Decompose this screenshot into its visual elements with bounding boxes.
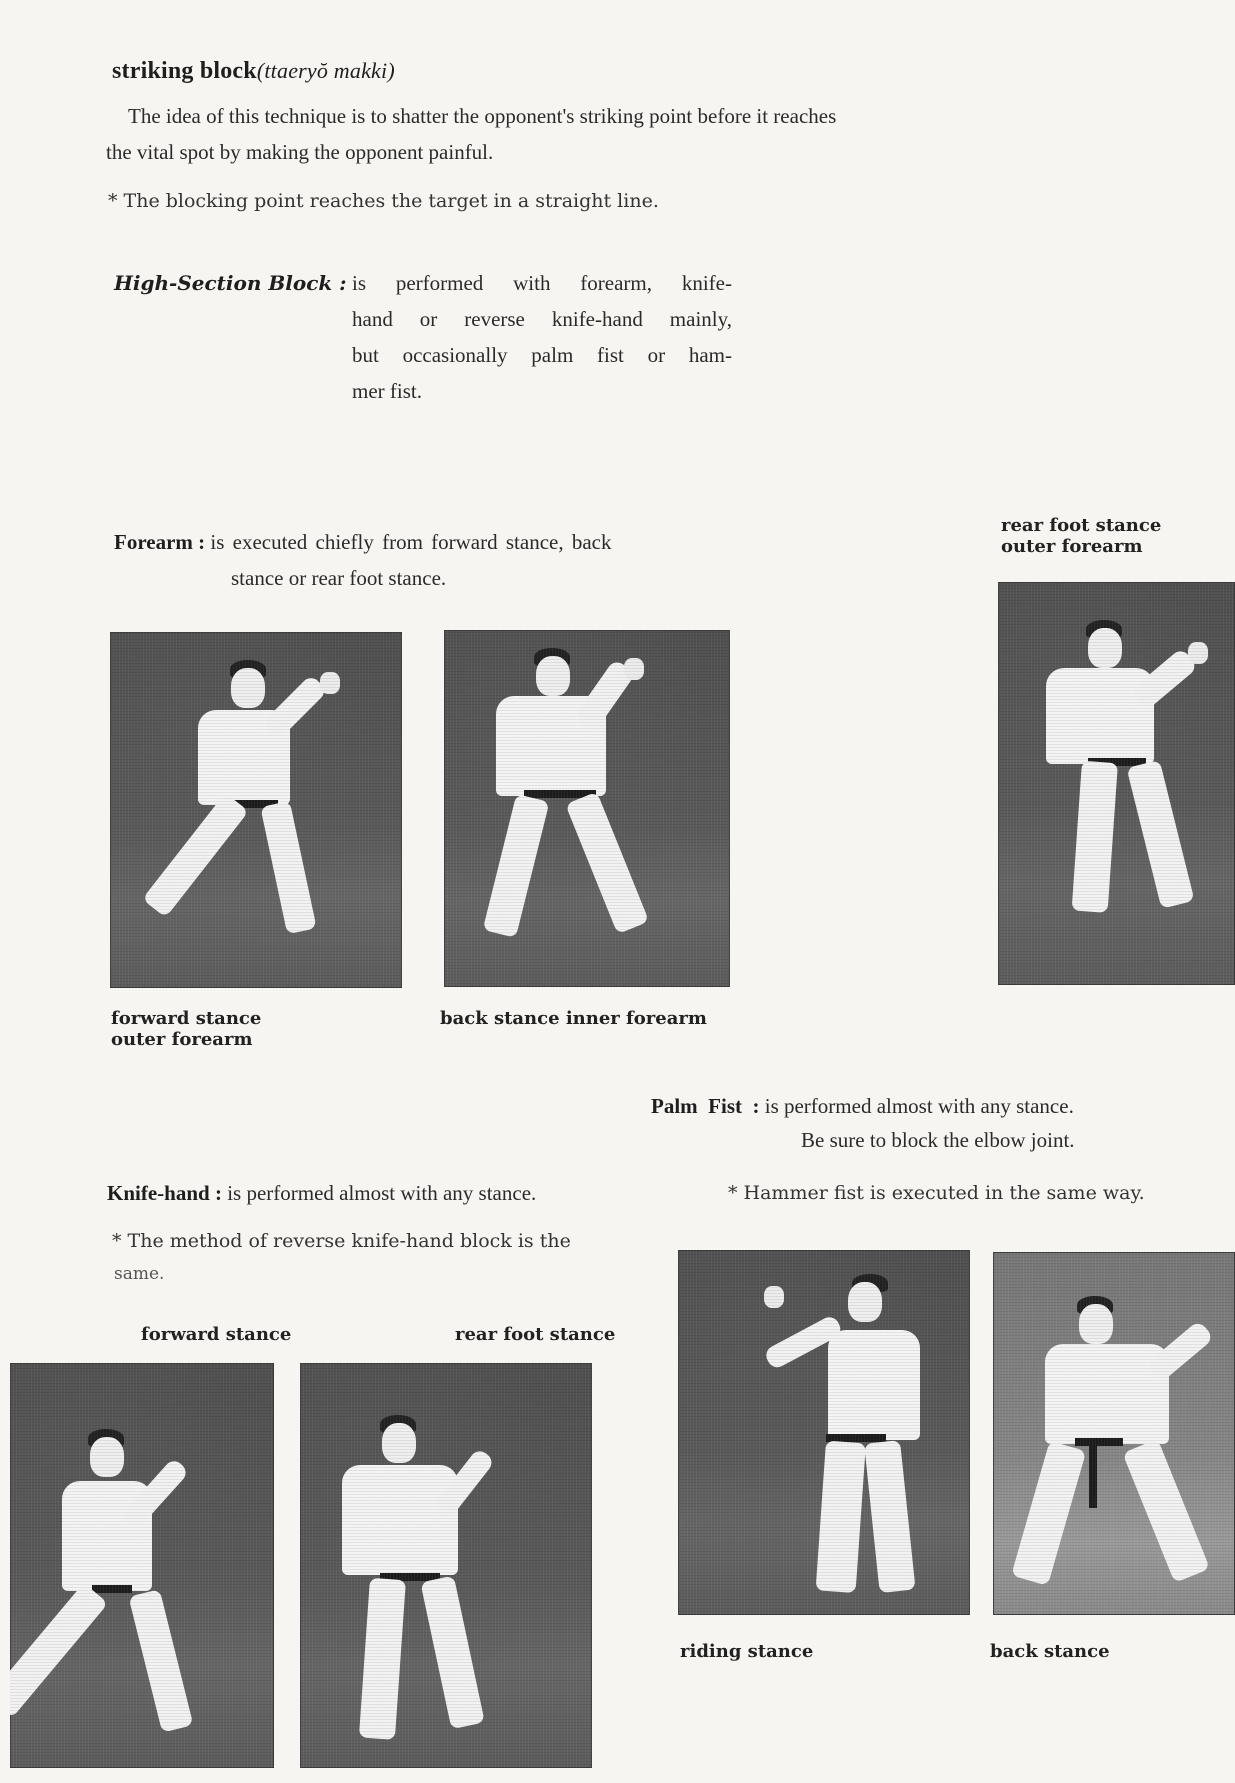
photo-rear-foot-stance-outer-forearm	[998, 582, 1235, 985]
photo-back-stance-inner-forearm	[444, 630, 730, 987]
karate-figure	[444, 630, 730, 987]
section-title-romanized: (ttaeryŏ makki)	[256, 58, 395, 83]
section-title-text: striking block	[112, 58, 257, 84]
karate-figure	[10, 1363, 274, 1768]
palm-fist-line-1	[651, 1088, 1074, 1124]
forearm-line-1	[114, 524, 611, 560]
high-section-line: is performed with forearm, knife-	[352, 271, 732, 295]
photo-caption-rear-foot-outer-forearm	[1001, 515, 1161, 557]
palm-fist-line-2: Be sure to block the elbow joint.	[801, 1128, 1075, 1152]
forearm-line-2: stance or rear foot stance.	[231, 566, 447, 590]
intro-line-2: the vital spot by making the opponent painful.	[106, 140, 494, 164]
high-section-description	[352, 265, 732, 409]
high-section-line: hand or reverse knife-hand mainly,	[352, 307, 732, 331]
high-section-term-text: High-Section Block :	[114, 271, 347, 295]
photo-caption-forward-outer-forearm	[111, 1008, 261, 1050]
intro-note: * The blocking point reaches the target in a straight line.	[108, 190, 659, 212]
photo-caption-riding-stance: riding stance	[680, 1641, 814, 1662]
palm-fist-text: is performed almost with any stance.	[764, 1094, 1074, 1118]
photo-palm-fist-back-stance	[993, 1252, 1235, 1615]
knife-hand-term: Knife-hand :	[107, 1181, 222, 1205]
photo-caption-knife-forward: forward stance	[141, 1324, 292, 1345]
photo-palm-fist-riding-stance	[678, 1250, 970, 1615]
caption-line: forward stance	[111, 1008, 262, 1029]
photo-knife-hand-rear-foot-stance	[300, 1363, 592, 1768]
karate-figure	[300, 1363, 592, 1768]
karate-figure	[998, 582, 1235, 985]
caption-line: outer forearm	[1001, 536, 1143, 557]
section-title	[112, 58, 395, 85]
forearm-term: Forearm :	[114, 530, 206, 554]
high-section-term	[114, 265, 347, 301]
palm-fist-note: * Hammer fist is executed in the same way.	[728, 1182, 1145, 1204]
high-section-line: mer fist.	[352, 379, 422, 403]
high-section-line: but occasionally palm fist or ham-	[352, 343, 732, 367]
caption-line: outer forearm	[111, 1029, 253, 1050]
photo-caption-back-inner-forearm	[440, 1008, 707, 1029]
caption-line: back stance inner forearm	[440, 1008, 707, 1029]
palm-fist-term: Palm Fist :	[651, 1094, 760, 1118]
karate-figure	[110, 632, 402, 988]
photo-knife-hand-forward-stance	[10, 1363, 274, 1768]
karate-figure	[678, 1250, 970, 1615]
caption-line: rear foot stance	[1001, 515, 1162, 536]
knife-hand-line-1	[107, 1175, 536, 1211]
forearm-text: is executed chiefly from forward stance, back	[210, 530, 612, 554]
photo-caption-back-stance: back stance	[990, 1641, 1110, 1662]
knife-hand-note-line-2: same.	[114, 1264, 165, 1284]
photo-forward-stance-outer-forearm	[110, 632, 402, 988]
intro-line-1: The idea of this technique is to shatter the opponent's striking point before it reaches	[128, 104, 837, 128]
photo-caption-knife-rear-foot: rear foot stance	[455, 1324, 616, 1345]
karate-figure	[993, 1252, 1235, 1615]
knife-hand-text: is performed almost with any stance.	[227, 1181, 537, 1205]
knife-hand-note-line-1: * The method of reverse knife-hand block is the	[112, 1230, 571, 1252]
